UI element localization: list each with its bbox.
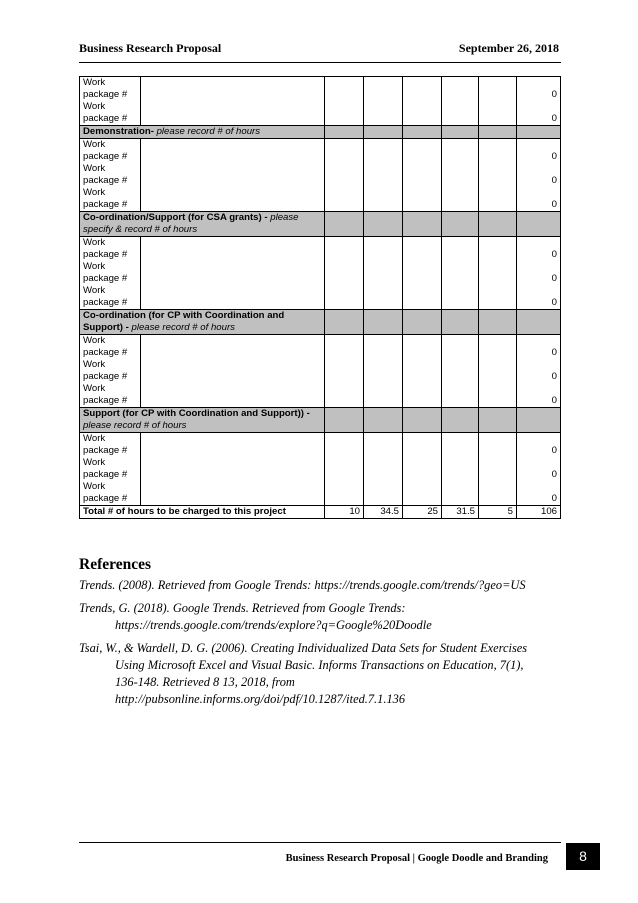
header-date: September 26, 2018 [458, 41, 559, 55]
hours-cell [325, 237, 364, 262]
total-value: 34.5 [364, 506, 403, 519]
reference-item [79, 577, 561, 594]
total-value: 25 [403, 506, 442, 519]
hours-cell [442, 77, 479, 102]
hours-cell [364, 359, 403, 383]
reference-item [79, 640, 561, 708]
total-value: 106 [517, 506, 561, 519]
row-total: 0 [517, 139, 561, 164]
description-cell [141, 77, 325, 102]
hours-cell [479, 237, 517, 262]
hours-cell [403, 383, 442, 408]
hours-cell [364, 139, 403, 164]
hours-cell [325, 359, 364, 383]
hours-cell [442, 139, 479, 164]
header-title: Business Research Proposal [79, 41, 222, 55]
description-cell [141, 261, 325, 285]
work-package-row [80, 237, 561, 262]
hours-cell [479, 481, 517, 506]
reference-text-continued: Using Microsoft Excel and Visual Basic. Informs Transactions on Education, 7(1), [115, 658, 524, 672]
hours-cell [364, 335, 403, 360]
hours-cell [442, 335, 479, 360]
row-total: 0 [517, 261, 561, 285]
hours-cell [364, 285, 403, 310]
hours-cell [442, 163, 479, 187]
section-title: Support (for CP with Coordination and Support)) - please record # of hours [80, 408, 325, 433]
hours-cell [479, 433, 517, 458]
work-package-label: Work package # [80, 359, 141, 383]
page-number: 8 [566, 843, 600, 870]
hours-cell [325, 77, 364, 102]
hours-cell [479, 139, 517, 164]
work-package-label: Work package # [80, 335, 141, 360]
row-total: 0 [517, 101, 561, 126]
hours-cell [364, 163, 403, 187]
description-cell [141, 457, 325, 481]
total-value: 31.5 [442, 506, 479, 519]
work-package-label: Work package # [80, 187, 141, 212]
hours-cell [442, 433, 479, 458]
hours-cell [479, 335, 517, 360]
hours-cell [364, 383, 403, 408]
work-package-label: Work package # [80, 457, 141, 481]
hours-cell [364, 481, 403, 506]
hours-cell [479, 285, 517, 310]
reference-text-continued: http://pubsonline.informs.org/doi/pdf/10.1287/ited.7.1.136 [115, 692, 406, 706]
hours-cell [325, 187, 364, 212]
reference-text: Trends, G. (2018). Google Trends. Retrieved from Google Trends: [79, 601, 406, 615]
description-cell [141, 285, 325, 310]
description-cell [141, 335, 325, 360]
hours-cell [479, 261, 517, 285]
row-total: 0 [517, 187, 561, 212]
hours-cell [325, 383, 364, 408]
hours-cell [325, 481, 364, 506]
reference-item [79, 600, 561, 634]
reference-text-continued: https://trends.google.com/trends/explore?q=Google%20Doodle [115, 618, 432, 632]
hours-cell [364, 457, 403, 481]
hours-cell [364, 77, 403, 102]
reference-text-continued: 136-148. Retrieved 8 13, 2018, from [115, 675, 295, 689]
footer-rule [79, 842, 561, 843]
work-package-row [80, 163, 561, 187]
work-package-row [80, 139, 561, 164]
hours-table [79, 76, 561, 519]
description-cell [141, 383, 325, 408]
hours-cell [325, 433, 364, 458]
description-cell [141, 187, 325, 212]
hours-cell [325, 457, 364, 481]
section-row-coord [80, 310, 561, 335]
hours-cell [325, 335, 364, 360]
hours-cell [364, 237, 403, 262]
footer-text: Business Research Proposal | Google Doodle and Branding [285, 853, 548, 864]
row-total: 0 [517, 237, 561, 262]
description-cell [141, 481, 325, 506]
work-package-row [80, 101, 561, 126]
description-cell [141, 101, 325, 126]
hours-cell [403, 77, 442, 102]
row-total: 0 [517, 433, 561, 458]
hours-cell [479, 163, 517, 187]
hours-cell [442, 261, 479, 285]
hours-cell [325, 163, 364, 187]
total-row [80, 506, 561, 519]
row-total: 0 [517, 335, 561, 360]
hours-cell [479, 101, 517, 126]
section-title: Demonstration- please record # of hours [80, 126, 325, 139]
hours-cell [442, 187, 479, 212]
section-row-csa [80, 212, 561, 237]
hours-cell [403, 335, 442, 360]
hours-cell [403, 139, 442, 164]
work-package-row [80, 77, 561, 102]
hours-cell [364, 101, 403, 126]
work-package-label: Work package # [80, 163, 141, 187]
row-total: 0 [517, 359, 561, 383]
work-package-label: Work package # [80, 139, 141, 164]
row-total: 0 [517, 481, 561, 506]
work-package-row [80, 335, 561, 360]
section-title: Co-ordination/Support (for CSA grants) - please specify & record # of hours [80, 212, 325, 237]
hours-cell [403, 237, 442, 262]
hours-cell [479, 457, 517, 481]
work-package-label: Work package # [80, 237, 141, 262]
hours-cell [442, 383, 479, 408]
total-value: 10 [325, 506, 364, 519]
work-package-row [80, 383, 561, 408]
description-cell [141, 139, 325, 164]
hours-cell [403, 457, 442, 481]
row-total: 0 [517, 457, 561, 481]
hours-cell [403, 163, 442, 187]
work-package-row [80, 285, 561, 310]
hours-cell [403, 359, 442, 383]
hours-cell [403, 481, 442, 506]
row-total: 0 [517, 285, 561, 310]
work-package-label: Work package # [80, 383, 141, 408]
hours-cell [442, 359, 479, 383]
description-cell [141, 163, 325, 187]
work-package-label: Work package # [80, 433, 141, 458]
hours-cell [325, 261, 364, 285]
hours-cell [442, 237, 479, 262]
row-total: 0 [517, 383, 561, 408]
description-cell [141, 237, 325, 262]
hours-cell [479, 359, 517, 383]
hours-cell [364, 261, 403, 285]
hours-cell [479, 187, 517, 212]
description-cell [141, 433, 325, 458]
hours-cell [325, 139, 364, 164]
section-row-demo [80, 126, 561, 139]
hours-cell [325, 285, 364, 310]
hours-cell [403, 285, 442, 310]
hours-cell [442, 285, 479, 310]
section-row-support [80, 408, 561, 433]
work-package-label: Work package # [80, 77, 141, 102]
reference-text: Trends. (2008). Retrieved from Google Trends: https://trends.google.com/trends/?geo=US [79, 578, 526, 592]
work-package-row [80, 187, 561, 212]
hours-cell [403, 261, 442, 285]
hours-cell [403, 433, 442, 458]
work-package-label: Work package # [80, 261, 141, 285]
total-value: 5 [479, 506, 517, 519]
work-package-row [80, 433, 561, 458]
header-rule [79, 62, 561, 63]
hours-cell [403, 187, 442, 212]
hours-cell [403, 101, 442, 126]
hours-cell [364, 187, 403, 212]
work-package-label: Work package # [80, 285, 141, 310]
hours-cell [479, 383, 517, 408]
references-list [79, 577, 561, 714]
row-total: 0 [517, 163, 561, 187]
hours-cell [442, 101, 479, 126]
hours-cell [364, 433, 403, 458]
work-package-label: Work package # [80, 481, 141, 506]
hours-cell [442, 481, 479, 506]
hours-cell [325, 101, 364, 126]
total-label: Total # of hours to be charged to this project [80, 506, 325, 519]
hours-cell [442, 457, 479, 481]
work-package-row [80, 457, 561, 481]
work-package-row [80, 481, 561, 506]
section-title: Co-ordination (for CP with Coordination and Support) - please record # of hours [80, 310, 325, 335]
work-package-row [80, 261, 561, 285]
description-cell [141, 359, 325, 383]
references-heading: References [79, 556, 152, 573]
hours-cell [479, 77, 517, 102]
work-package-label: Work package # [80, 101, 141, 126]
row-total: 0 [517, 77, 561, 102]
work-package-row [80, 359, 561, 383]
reference-text: Tsai, W., & Wardell, D. G. (2006). Creating Individualized Data Sets for Student Exercises [79, 641, 528, 655]
